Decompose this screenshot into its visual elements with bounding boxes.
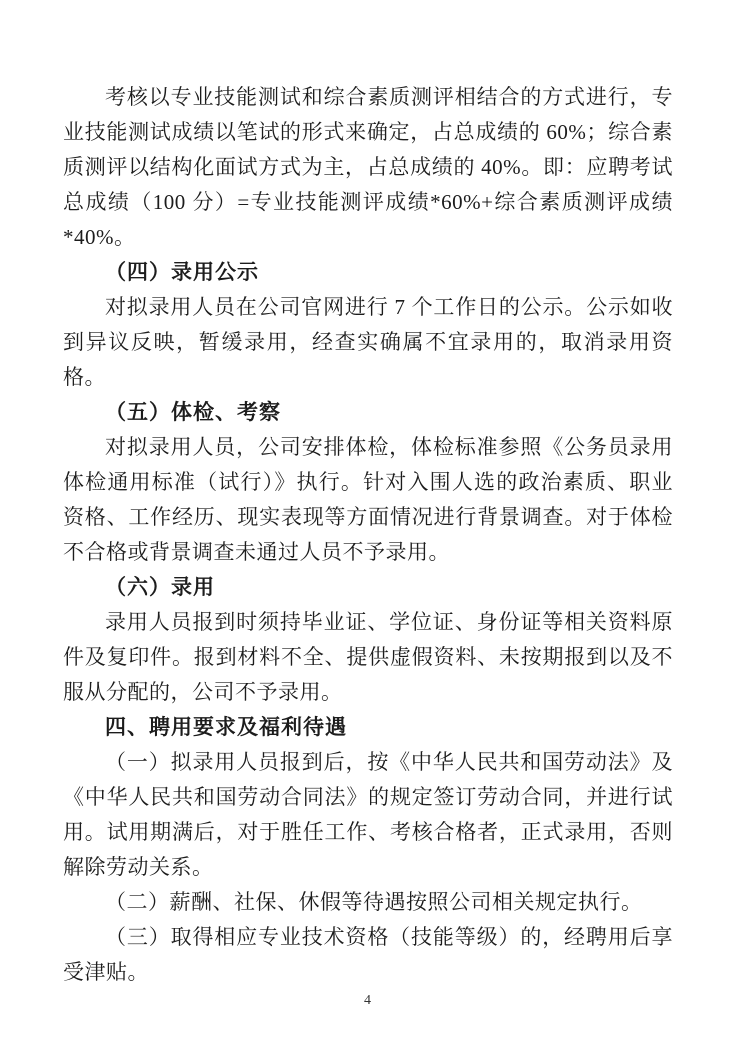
paragraph-employment: 录用人员报到时须持毕业证、学位证、身份证等相关资料原件及复印件。报到材料不全、提供虚假资料、未按期报到以及不服从分配的，公司不予录用。 [63,610,673,704]
page-footer [0,991,735,1009]
paragraph-public-notice: 对拟录用人员在公司官网进行 7 个工作日的公示。公示如收到异议反映，暂缓录用，经查实确属不宜录用的，取消录用资格。 [63,295,673,389]
heading-part4-requirements-benefits: 四、聘用要求及福利待遇 [105,716,347,739]
paragraph-assessment-method: 考核以专业技能测试和综合素质测评相结合的方式进行，专业技能测试成绩以笔试的形式来确定，占总成绩的 60%；综合素质测评以结构化面试方式为主，占总成绩的 40%。即：应聘考试总成绩（100 分）=专业技能测评成绩*60%+综合素质测评成绩*40%。 [63,85,673,249]
paragraph-labor-contract: （一）拟录用人员报到后，按《中华人民共和国劳动法》及《中华人民共和国劳动合同法》的规定签订劳动合同，并进行试用。试用期满后，对于胜任工作、考核合格者，正式录用，否则解除劳动关系。 [63,750,673,879]
page-number: 4 [364,993,371,1008]
paragraph-salary-benefits: （二）薪酬、社保、休假等待遇按照公司相关规定执行。 [105,890,643,914]
heading-section4-public-notice: （四）录用公示 [105,261,259,284]
heading-section5-physical-exam: （五）体检、考察 [105,401,281,424]
document-content [63,80,673,990]
heading-section6-employment: （六）录用 [105,576,215,599]
paragraph-allowance: （三）取得相应专业技术资格（技能等级）的，经聘用后享受津贴。 [63,925,673,984]
paragraph-physical-exam: 对拟录用人员，公司安排体检，体检标准参照《公务员录用体检通用标准（试行）》执行。针对入围人选的政治素质、职业资格、工作经历、现实表现等方面情况进行背景调查。对于体检不合格或背景调查未通过人员不予录用。 [63,435,673,564]
